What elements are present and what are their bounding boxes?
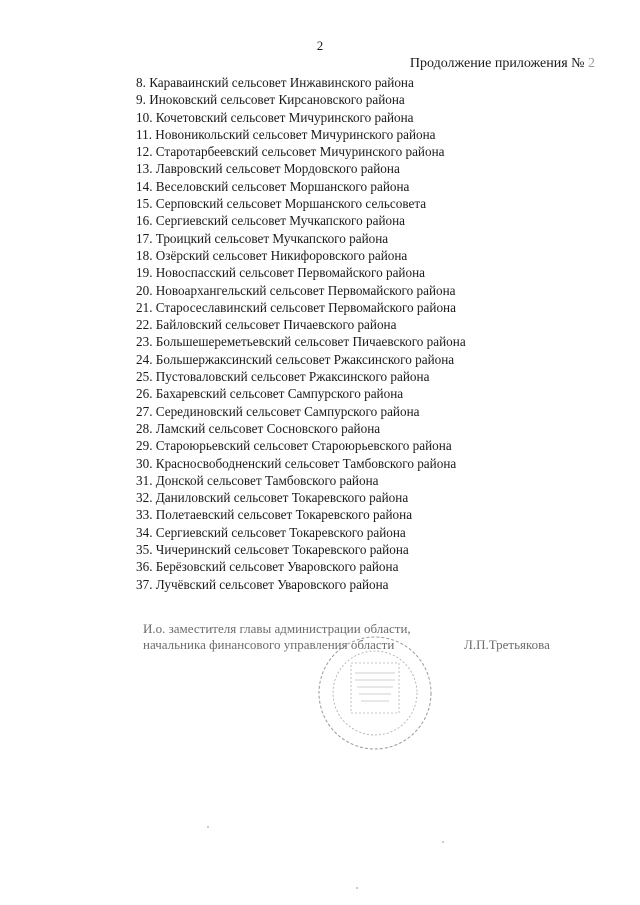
list-item: 12. Старотарбеевский сельсовет Мичуринского района: [136, 144, 445, 160]
list-item: 16. Сергиевский сельсовет Мучкапского района: [136, 213, 406, 229]
list-item: 24. Большержаксинский сельсовет Ржаксинского района: [136, 351, 455, 367]
list-item: 36. Берёзовский сельсовет Уваровского района: [136, 559, 399, 575]
list-item: 33. Полетаевский сельсовет Токаревского района: [136, 507, 413, 523]
continuation-number: 2: [588, 56, 595, 71]
list-item: 11. Новоникольский сельсовет Мичуринского района: [136, 126, 436, 142]
list-item: 34. Сергиевский сельсовет Токаревского района: [136, 524, 406, 540]
list-item: 10. Кочетовский сельсовет Мичуринского района: [136, 109, 414, 125]
list-item: 8. Караваинский сельсовет Инжавинского района: [136, 75, 414, 90]
list-item: 14. Веселовский сельсовет Моршанского района: [136, 178, 410, 194]
list-item: 21. Старосеславинский сельсовет Первомайского района: [136, 299, 456, 315]
scan-speck: [207, 826, 209, 828]
continuation-heading: [410, 56, 595, 72]
signer-position-line1: И.о. заместителя главы администрации области,: [143, 621, 411, 636]
list-item: 31. Донской сельсовет Тамбовского района: [136, 472, 379, 488]
scan-speck: [356, 887, 358, 889]
signer-name: Л.П.Третьякова: [464, 637, 550, 652]
list-item: 26. Бахаревский сельсовет Сампурского района: [136, 386, 404, 402]
list-item: 17. Троицкий сельсовет Мучкапского района: [136, 230, 389, 246]
list-item: 15. Серповский сельсовет Моршанского сельсовета: [136, 196, 427, 212]
list-item: 32. Даниловский сельсовет Токаревского района: [136, 490, 409, 506]
list-item: 30. Красносвободненский сельсовет Тамбовского района: [136, 455, 457, 471]
list-item: 19. Новоспасский сельсовет Первомайского района: [136, 265, 425, 281]
list-item: 27. Серединовский сельсовет Сампурского района: [136, 403, 420, 419]
list-item: 28. Ламский сельсовет Сосновского района: [136, 420, 381, 436]
list-item: 20. Новоархангельский сельсовет Первомайского района: [136, 282, 456, 298]
selsovet-list: [136, 74, 466, 593]
signer-position-line2: начальника финансового управления области: [143, 637, 395, 652]
list-item: 9. Иноковский сельсовет Кирсановского района: [136, 92, 405, 108]
list-item: 37. Лучёвский сельсовет Уваровского района: [136, 576, 389, 592]
page-number: 2: [316, 38, 324, 53]
list-item: 25. Пустоваловский сельсовет Ржаксинского района: [136, 369, 430, 385]
scan-speck: [442, 841, 444, 843]
list-item: 23. Большешереметьевский сельсовет Пичаевского района: [136, 334, 466, 350]
continuation-label: Продолжение приложения №: [409, 56, 585, 71]
list-item: 22. Байловский сельсовет Пичаевского района: [136, 317, 397, 333]
list-item: 13. Лавровский сельсовет Мордовского района: [136, 161, 400, 177]
list-item: 29. Староюрьевский сельсовет Староюрьевского района: [136, 438, 452, 454]
list-item: 18. Озёрский сельсовет Никифоровского района: [136, 247, 408, 263]
list-item: 35. Чичеринский сельсовет Токаревского района: [136, 542, 409, 558]
